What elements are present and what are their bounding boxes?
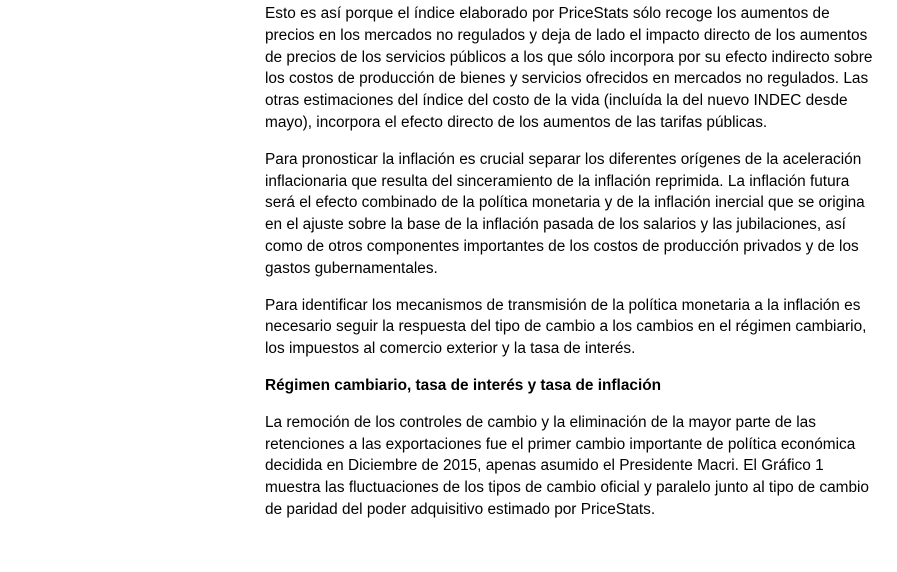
paragraph-controles-cambio: La remoción de los controles de cambio y la eliminación de la mayor parte de las retenciones a las exportaciones fue el primer cambio importante de política económica decidida en Diciembre de 2015, apenas asumido el Presidente Macri. El Gráfico 1 muestra las fluctuaciones de los tipos de cambio oficial y paralelo junto al tipo de cambio de paridad del poder adquisitivo estimado por PriceStats.	[265, 413, 869, 518]
paragraph-pronostico-inflacion: Para pronosticar la inflación es crucial separar los diferentes orígenes de la aceleración inflacionaria que resulta del sinceramiento de la inflación reprimida. La inflación futura será el efecto combinado de la política monetaria y de la inflación inercial que se origina en el ajuste sobre la base de la inflación pasada de los salarios y las jubilaciones, así como de otros componentes importantes de los costos de producción privados y de los gastos gubernamentales.	[265, 150, 865, 277]
section-heading: Régimen cambiario, tasa de interés y tasa de inflación	[265, 376, 662, 394]
document-body	[265, 3, 875, 536]
paragraph-pricestats: Esto es así porque el índice elaborado por PriceStats sólo recoge los aumentos de precios en los mercados no regulados y deja de lado el impacto directo de los aumentos de precios de los servicios públicos a los que sólo incorpora por su efecto indirecto sobre los costos de producción de bienes y servicios ofrecidos en mercados no regulados. Las otras estimaciones del índice del costo de la vida (incluída la del nuevo INDEC desde mayo), incorpora el efecto directo de los aumentos de las tarifas públicas.	[265, 5, 873, 131]
paragraph-transmision-monetaria: Para identificar los mecanismos de transmisión de la política monetaria a la inflación es necesario seguir la respuesta del tipo de cambio a los cambios en el régimen cambiario, los impuestos al comercio exterior y la tasa de interés.	[265, 296, 867, 358]
